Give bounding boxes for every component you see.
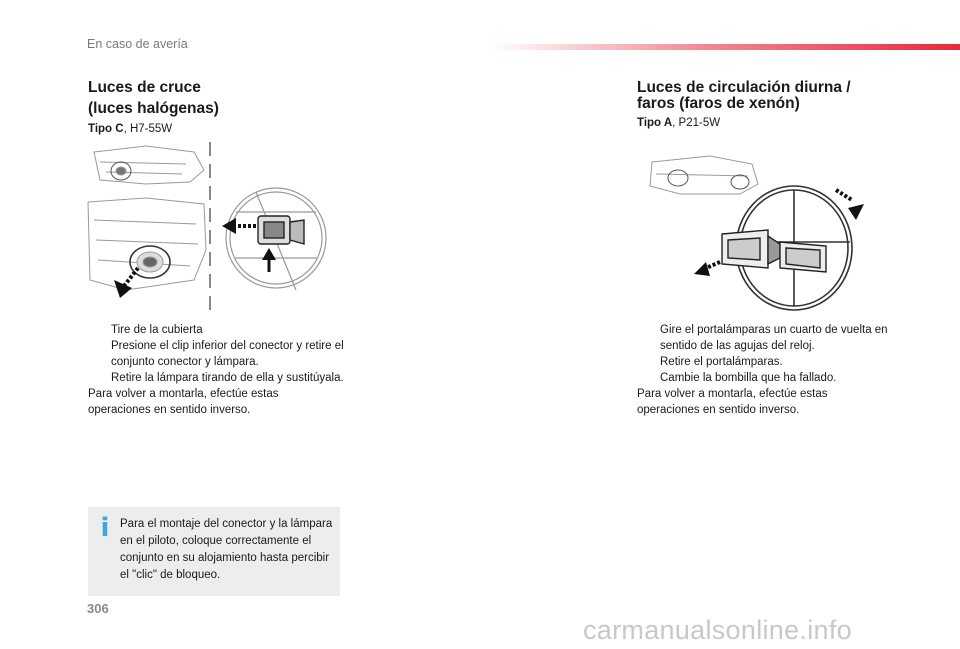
header-accent-bar bbox=[490, 44, 960, 50]
right-reassembly-note: Para volver a montarla, efectúe estas operaciones en sentido inverso. bbox=[637, 388, 828, 416]
right-title-line1: Luces de circulación diurna / bbox=[637, 79, 851, 96]
list-item: Cambie la bombilla que ha fallado. bbox=[660, 372, 837, 384]
page-number: 306 bbox=[87, 601, 109, 616]
right-steps bbox=[637, 322, 899, 418]
right-title-line2: faros (faros de xenón) bbox=[637, 95, 800, 112]
list-item: Retire el portalámparas. bbox=[660, 356, 783, 368]
left-section-title bbox=[88, 78, 219, 118]
info-note-text: Para el montaje del conector y la lámpara en el piloto, coloque correctamente el conjunto en su alojamiento hasta percibir el "clic" de bloqueo. bbox=[120, 518, 333, 581]
left-steps bbox=[88, 322, 348, 418]
info-note-box bbox=[88, 507, 340, 596]
info-icon: i bbox=[100, 513, 110, 543]
left-type-suffix: , H7-55W bbox=[123, 123, 173, 135]
left-reassembly-note: Para volver a montarla, efectúe estas operaciones en sentido inverso. bbox=[88, 388, 279, 416]
watermark-text: carmanualsonline.info bbox=[583, 615, 852, 645]
list-item: Retire la lámpara tirando de ella y sustitúyala. bbox=[111, 372, 344, 384]
left-title-line1: Luces de cruce bbox=[88, 79, 201, 96]
left-type-prefix: Tipo C bbox=[88, 123, 124, 135]
right-section-title bbox=[637, 78, 851, 113]
left-bulb-type bbox=[88, 123, 172, 135]
halogen-lamp-illustration bbox=[86, 140, 336, 315]
section-header: En caso de avería bbox=[87, 37, 188, 51]
left-title-line2: (luces halógenas) bbox=[88, 100, 219, 117]
list-item: Tire de la cubierta bbox=[111, 324, 203, 336]
right-type-prefix: Tipo A bbox=[637, 117, 673, 129]
right-type-suffix: , P21-5W bbox=[672, 117, 721, 129]
list-item: Presione el clip inferior del conector y retire el conjunto conector y lámpara. bbox=[111, 340, 344, 368]
list-item: Gire el portalámparas un cuarto de vuelta en sentido de las agujas del reloj. bbox=[660, 324, 888, 352]
xenon-lamp-illustration bbox=[640, 150, 870, 315]
right-bulb-type bbox=[637, 117, 720, 129]
